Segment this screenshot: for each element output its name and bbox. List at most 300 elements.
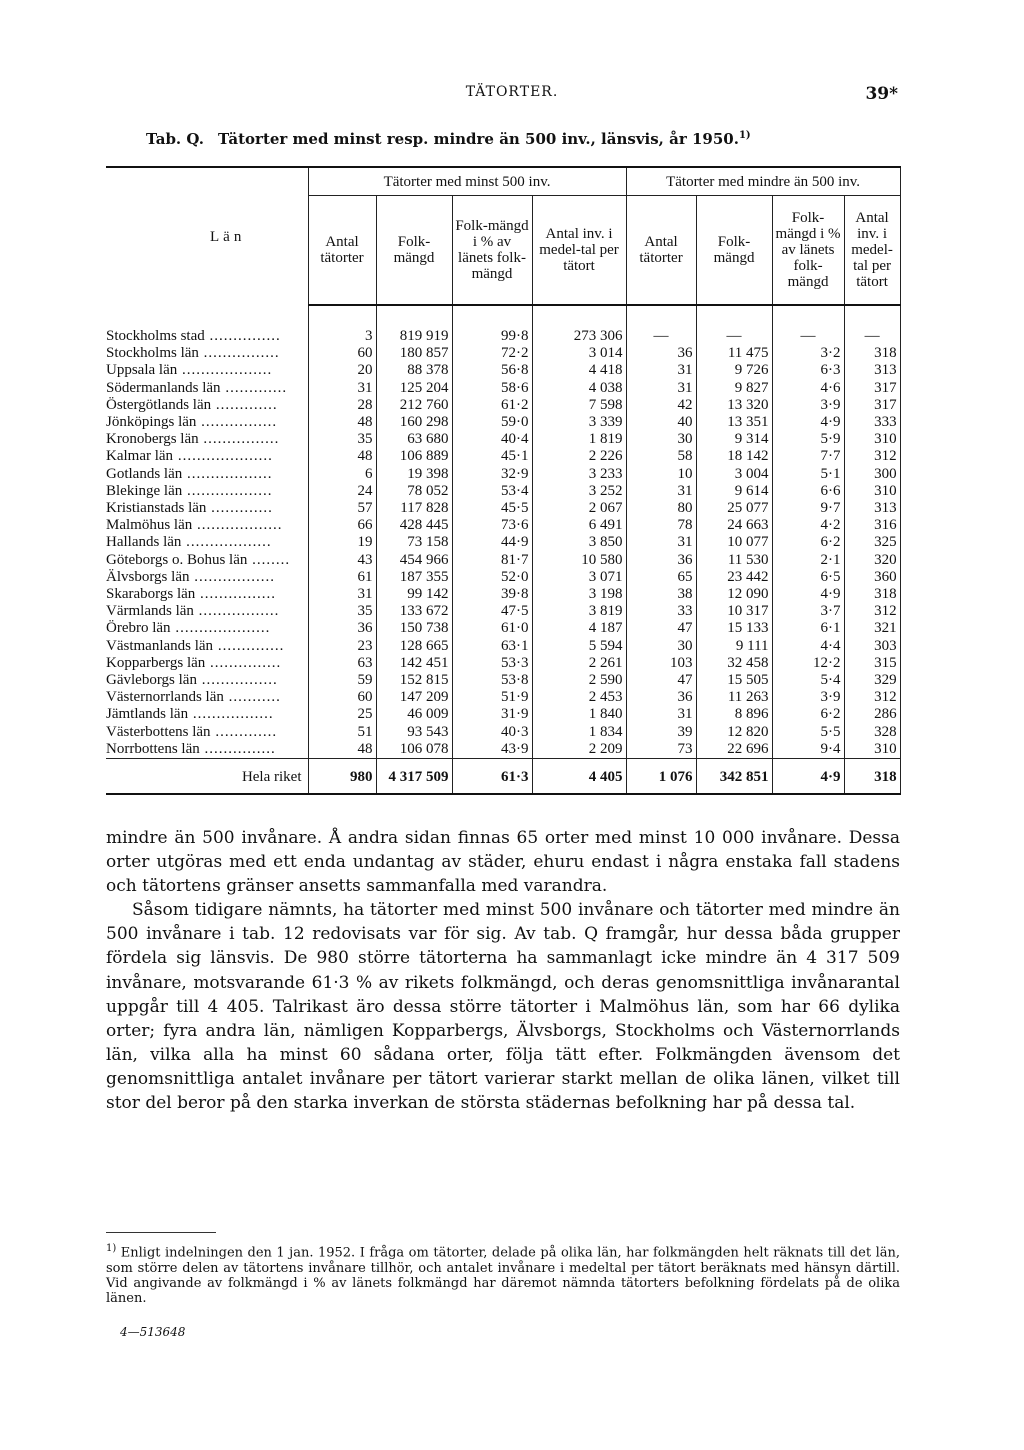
value-cell: — xyxy=(696,305,772,345)
table-row xyxy=(106,483,900,500)
county-name-cell: Värmlands län ................. xyxy=(106,603,308,620)
table-row xyxy=(106,362,900,379)
value-cell: 310 xyxy=(844,741,900,759)
value-cell: 46 009 xyxy=(376,706,452,723)
table-label: Tab. Q. xyxy=(146,130,204,148)
value-cell: 25 077 xyxy=(696,500,772,517)
value-cell: 31 xyxy=(308,380,376,397)
value-cell: 40 xyxy=(626,414,696,431)
value-cell: 63 xyxy=(308,655,376,672)
value-cell: 63 680 xyxy=(376,431,452,448)
column-header: Folk-mängd xyxy=(696,196,772,306)
dot-leader: ................ xyxy=(196,414,278,431)
value-cell: 61·3 xyxy=(452,759,532,795)
value-cell: 3·7 xyxy=(772,603,844,620)
value-cell: 48 xyxy=(308,448,376,465)
value-cell: 4·6 xyxy=(772,380,844,397)
value-cell: 4·9 xyxy=(772,759,844,795)
county-name-cell: Gotlands län .................. xyxy=(106,466,308,483)
dot-leader: ............. xyxy=(210,723,278,740)
footnote-mark: 1) xyxy=(106,1243,117,1254)
value-cell: 9 111 xyxy=(696,638,772,655)
value-cell: 3 xyxy=(308,305,376,345)
value-cell: 1 840 xyxy=(532,706,626,723)
table-row xyxy=(106,586,900,603)
value-cell: 32·9 xyxy=(452,466,532,483)
table-row xyxy=(106,345,900,362)
column-header: Folk-mängd xyxy=(376,196,452,306)
value-cell: 321 xyxy=(844,620,900,637)
county-name-cell: Jämtlands län ................. xyxy=(106,706,308,723)
value-cell: 152 815 xyxy=(376,672,452,689)
column-header: Antal inv. i medel-tal per tätort xyxy=(532,196,626,306)
value-cell: 15 505 xyxy=(696,672,772,689)
value-cell: 3 819 xyxy=(532,603,626,620)
value-cell: 133 672 xyxy=(376,603,452,620)
value-cell: 3·9 xyxy=(772,397,844,414)
county-name-cell: Södermanlands län ............. xyxy=(106,380,308,397)
value-cell: 81·7 xyxy=(452,552,532,569)
dot-leader: .................. xyxy=(182,465,273,482)
page-number: 39* xyxy=(865,84,898,104)
dot-leader: ........... xyxy=(223,689,281,706)
value-cell: 10 077 xyxy=(696,534,772,551)
dot-leader: ................ xyxy=(196,672,278,689)
table-row xyxy=(106,569,900,586)
table-row xyxy=(106,603,900,620)
value-cell: 31 xyxy=(626,706,696,723)
value-cell: 286 xyxy=(844,706,900,723)
table-row xyxy=(106,448,900,465)
value-cell: 454 966 xyxy=(376,552,452,569)
value-cell: 1 076 xyxy=(626,759,696,795)
county-name-cell: Norrbottens län ............... xyxy=(106,741,308,759)
value-cell: 88 378 xyxy=(376,362,452,379)
dot-leader: ................. xyxy=(189,568,275,585)
value-cell: 316 xyxy=(844,517,900,534)
value-cell: 24 xyxy=(308,483,376,500)
value-cell: 3 339 xyxy=(532,414,626,431)
value-cell: 147 209 xyxy=(376,689,452,706)
value-cell: 43·9 xyxy=(452,741,532,759)
value-cell: — xyxy=(844,305,900,345)
value-cell: 35 xyxy=(308,603,376,620)
value-cell: 93 543 xyxy=(376,724,452,741)
value-cell: 42 xyxy=(626,397,696,414)
value-cell: 360 xyxy=(844,569,900,586)
value-cell: 44·9 xyxy=(452,534,532,551)
column-header: Folk-mängd i % av länets folk-mängd xyxy=(772,196,844,306)
county-name-cell: Älvsborgs län ................. xyxy=(106,569,308,586)
value-cell: 18 142 xyxy=(696,448,772,465)
value-cell: 6·2 xyxy=(772,706,844,723)
value-cell: 61 xyxy=(308,569,376,586)
value-cell: 43 xyxy=(308,552,376,569)
value-cell: 1 819 xyxy=(532,431,626,448)
value-cell: 273 306 xyxy=(532,305,626,345)
value-cell: 48 xyxy=(308,414,376,431)
value-cell: 36 xyxy=(626,552,696,569)
value-cell: 125 204 xyxy=(376,380,452,397)
column-header: Antal tätorter xyxy=(308,196,376,306)
value-cell: 25 xyxy=(308,706,376,723)
value-cell: 11 475 xyxy=(696,345,772,362)
value-cell: 5·4 xyxy=(772,672,844,689)
value-cell: 78 052 xyxy=(376,483,452,500)
value-cell: 6·1 xyxy=(772,620,844,637)
value-cell: 312 xyxy=(844,689,900,706)
value-cell: 73 xyxy=(626,741,696,759)
county-name-cell: Hallands län .................. xyxy=(106,534,308,551)
county-name-cell: Västmanlands län .............. xyxy=(106,638,308,655)
value-cell: 4 405 xyxy=(532,759,626,795)
value-cell: 36 xyxy=(308,620,376,637)
dot-leader: .................. xyxy=(181,534,272,551)
value-cell: 31 xyxy=(626,483,696,500)
table-row xyxy=(106,534,900,551)
value-cell: 31 xyxy=(626,362,696,379)
value-cell: 39 xyxy=(626,724,696,741)
value-cell: 19 xyxy=(308,534,376,551)
value-cell: 4·4 xyxy=(772,638,844,655)
value-cell: 9 314 xyxy=(696,431,772,448)
county-name-cell: Stockholms län ................ xyxy=(106,345,308,362)
table-title: Tätorter med minst resp. mindre än 500 inv., länsvis, år 1950. xyxy=(217,130,739,148)
county-name-cell: Västerbottens län ............. xyxy=(106,724,308,741)
value-cell: 3 252 xyxy=(532,483,626,500)
value-cell: 31·9 xyxy=(452,706,532,723)
county-name-cell: Kristianstads län ............. xyxy=(106,500,308,517)
dot-leader: ............... xyxy=(204,327,281,344)
value-cell: 20 xyxy=(308,362,376,379)
dot-leader: ............... xyxy=(205,654,282,671)
value-cell: 2 226 xyxy=(532,448,626,465)
value-cell: 428 445 xyxy=(376,517,452,534)
county-name-cell: Kopparbergs län ............... xyxy=(106,655,308,672)
value-cell: 106 889 xyxy=(376,448,452,465)
county-name-cell: Västernorrlands län ........... xyxy=(106,689,308,706)
value-cell: 9·7 xyxy=(772,500,844,517)
value-cell: 31 xyxy=(308,586,376,603)
value-cell: 53·3 xyxy=(452,655,532,672)
table-row xyxy=(106,380,900,397)
dot-leader: ................... xyxy=(177,362,273,379)
value-cell: 59·0 xyxy=(452,414,532,431)
value-cell: 6·6 xyxy=(772,483,844,500)
table-row xyxy=(106,672,900,689)
value-cell: 128 665 xyxy=(376,638,452,655)
value-cell: 300 xyxy=(844,466,900,483)
dot-leader: ................. xyxy=(193,603,280,620)
value-cell: 78 xyxy=(626,517,696,534)
value-cell: 160 298 xyxy=(376,414,452,431)
value-cell: 117 828 xyxy=(376,500,452,517)
value-cell: 30 xyxy=(626,431,696,448)
value-cell: 4·9 xyxy=(772,414,844,431)
county-name-cell: Hela riket xyxy=(106,759,308,795)
value-cell: 315 xyxy=(844,655,900,672)
value-cell: 187 355 xyxy=(376,569,452,586)
county-name-cell: Kalmar län .................... xyxy=(106,448,308,465)
value-cell: 3 004 xyxy=(696,466,772,483)
value-cell: 11 530 xyxy=(696,552,772,569)
value-cell: 35 xyxy=(308,431,376,448)
value-cell: 47 xyxy=(626,620,696,637)
dot-leader: .................... xyxy=(170,620,271,637)
value-cell: 12 820 xyxy=(696,724,772,741)
value-cell: 13 351 xyxy=(696,414,772,431)
county-name-cell: Malmöhus län .................. xyxy=(106,517,308,534)
value-cell: 53·8 xyxy=(452,672,532,689)
value-cell: 4 187 xyxy=(532,620,626,637)
county-name-cell: Blekinge län .................. xyxy=(106,483,308,500)
county-name-cell: Skaraborgs län ................ xyxy=(106,586,308,603)
value-cell: 47·5 xyxy=(452,603,532,620)
value-cell: 106 078 xyxy=(376,741,452,759)
value-cell: 3 071 xyxy=(532,569,626,586)
value-cell: 2·1 xyxy=(772,552,844,569)
value-cell: 312 xyxy=(844,603,900,620)
value-cell: 38 xyxy=(626,586,696,603)
table-row xyxy=(106,552,900,569)
value-cell: 45·5 xyxy=(452,500,532,517)
value-cell: 57 xyxy=(308,500,376,517)
value-cell: 317 xyxy=(844,397,900,414)
body-text xyxy=(106,826,900,1115)
footnote xyxy=(106,1241,900,1306)
value-cell: 318 xyxy=(844,586,900,603)
value-cell: 32 458 xyxy=(696,655,772,672)
footnote-text: Enligt indelningen den 1 jan. 1952. I fråga om tätorter, delade på olika län, har folkmängden helt räknats till det län, som större delen av tätortens invånare tillhör, och antalet invånare i medeltal per tätort beräknats med hänsyn därtill. Vid angivande av folkmängd i % av länets folkmängd har däremot nämnda tätorters befolkning fördelats på de olika länen. xyxy=(106,1245,900,1306)
table-row xyxy=(106,517,900,534)
value-cell: 5·1 xyxy=(772,466,844,483)
value-cell: 1 834 xyxy=(532,724,626,741)
group-header-under500: Tätorter med mindre än 500 inv. xyxy=(626,167,900,196)
value-cell: 9 614 xyxy=(696,483,772,500)
table-body xyxy=(106,305,900,794)
value-cell: 7 598 xyxy=(532,397,626,414)
value-cell: 3 014 xyxy=(532,345,626,362)
value-cell: 65 xyxy=(626,569,696,586)
value-cell: 63·1 xyxy=(452,638,532,655)
value-cell: 2 590 xyxy=(532,672,626,689)
dot-leader: ................ xyxy=(195,586,277,603)
table-row xyxy=(106,638,900,655)
value-cell: 24 663 xyxy=(696,517,772,534)
table-row xyxy=(106,414,900,431)
dot-leader: ........ xyxy=(247,551,291,568)
value-cell: 47 xyxy=(626,672,696,689)
value-cell: 2 261 xyxy=(532,655,626,672)
value-cell: 51·9 xyxy=(452,689,532,706)
dot-leader: ................ xyxy=(198,431,280,448)
value-cell: 13 320 xyxy=(696,397,772,414)
value-cell: 313 xyxy=(844,500,900,517)
value-cell: 6 xyxy=(308,466,376,483)
column-header: Folk-mängd i % av länets folk-mängd xyxy=(452,196,532,306)
column-header: Antal inv. i medel-tal per tätort xyxy=(844,196,900,306)
value-cell: 342 851 xyxy=(696,759,772,795)
table-row xyxy=(106,655,900,672)
dot-leader: .................. xyxy=(182,482,273,499)
value-cell: 318 xyxy=(844,345,900,362)
value-cell: 28 xyxy=(308,397,376,414)
value-cell: 310 xyxy=(844,431,900,448)
value-cell: 7·7 xyxy=(772,448,844,465)
dot-leader: ................. xyxy=(188,706,274,723)
table-row xyxy=(106,741,900,759)
value-cell: 142 451 xyxy=(376,655,452,672)
value-cell: 22 696 xyxy=(696,741,772,759)
value-cell: 99 142 xyxy=(376,586,452,603)
county-name-cell: Örebro län .................... xyxy=(106,620,308,637)
value-cell: 11 263 xyxy=(696,689,772,706)
value-cell: 66 xyxy=(308,517,376,534)
value-cell: 12 090 xyxy=(696,586,772,603)
table-row xyxy=(106,431,900,448)
value-cell: 150 738 xyxy=(376,620,452,637)
running-head: TÄTORTER. xyxy=(465,84,559,100)
value-cell: 4·2 xyxy=(772,517,844,534)
value-cell: 73 158 xyxy=(376,534,452,551)
value-cell: 58 xyxy=(626,448,696,465)
value-cell: 73·6 xyxy=(452,517,532,534)
value-cell: 9 827 xyxy=(696,380,772,397)
table-caption xyxy=(146,130,906,148)
county-name-cell: Jönköpings län ................ xyxy=(106,414,308,431)
value-cell: 52·0 xyxy=(452,569,532,586)
value-cell: 48 xyxy=(308,741,376,759)
table-row xyxy=(106,706,900,723)
value-cell: 303 xyxy=(844,638,900,655)
value-cell: 80 xyxy=(626,500,696,517)
table-row xyxy=(106,397,900,414)
value-cell: 2 453 xyxy=(532,689,626,706)
dot-leader: ............. xyxy=(211,396,278,413)
table-total-row xyxy=(106,759,900,795)
table-row xyxy=(106,305,900,345)
value-cell: 313 xyxy=(844,362,900,379)
value-cell: 5·9 xyxy=(772,431,844,448)
table-row xyxy=(106,689,900,706)
county-name-cell: Gävleborgs län ................ xyxy=(106,672,308,689)
value-cell: 4·9 xyxy=(772,586,844,603)
value-cell: 6 491 xyxy=(532,517,626,534)
value-cell: 317 xyxy=(844,380,900,397)
value-cell: 31 xyxy=(626,534,696,551)
value-cell: 5 594 xyxy=(532,638,626,655)
value-cell: 61·2 xyxy=(452,397,532,414)
body-paragraph: Såsom tidigare nämnts, ha tätorter med minst 500 invånare och tätorter med mindre än 500 invånare i tab. 12 redovisats var för sig. Av tab. Q framgår, hur dessa båda grupper fördela sig länsvis. De 980 större tätorterna ha sammanlagt icke mindre än 4 317 509 invånare, motsvarande 61·3 % av rikets folkmängd, och deras genomsnittliga invånarantal uppgår till 4 405. Talrikast äro dessa större tätorter i Malmöhus län, som har 66 dylika orter; fyra andra län, nämligen Kopparbergs, Älvsborgs, Stockholms och Västernorrlands län, vilka alla ha minst 60 sådana orter, följa tätt efter. Folkmängden ävensom det genomsnittliga antalet invånare per tätort varierar starkt mellan de olika länen, vilket till stor del beror på den starka inverkan de största städernas befolkning har på dessa tal. xyxy=(106,900,900,1114)
value-cell: 40·4 xyxy=(452,431,532,448)
value-cell: 19 398 xyxy=(376,466,452,483)
value-cell: 333 xyxy=(844,414,900,431)
value-cell: 23 xyxy=(308,638,376,655)
value-cell: 6·5 xyxy=(772,569,844,586)
value-cell: 980 xyxy=(308,759,376,795)
value-cell: 318 xyxy=(844,759,900,795)
table-row xyxy=(106,500,900,517)
value-cell: 15 133 xyxy=(696,620,772,637)
value-cell: 58·6 xyxy=(452,380,532,397)
value-cell: 10 xyxy=(626,466,696,483)
county-name-cell: Göteborgs o. Bohus län ........ xyxy=(106,552,308,569)
value-cell: 3 198 xyxy=(532,586,626,603)
value-cell: 4 038 xyxy=(532,380,626,397)
value-cell: — xyxy=(772,305,844,345)
value-cell: 4 317 509 xyxy=(376,759,452,795)
value-cell: 4 418 xyxy=(532,362,626,379)
county-name-cell: Uppsala län ................... xyxy=(106,362,308,379)
value-cell: 3·2 xyxy=(772,345,844,362)
county-name-cell: Östergötlands län ............. xyxy=(106,397,308,414)
value-cell: — xyxy=(626,305,696,345)
value-cell: 212 760 xyxy=(376,397,452,414)
value-cell: 99·8 xyxy=(452,305,532,345)
value-cell: 33 xyxy=(626,603,696,620)
value-cell: 30 xyxy=(626,638,696,655)
value-cell: 180 857 xyxy=(376,345,452,362)
value-cell: 39·8 xyxy=(452,586,532,603)
value-cell: 3 233 xyxy=(532,466,626,483)
value-cell: 320 xyxy=(844,552,900,569)
value-cell: 10 580 xyxy=(532,552,626,569)
value-cell: 329 xyxy=(844,672,900,689)
value-cell: 8 896 xyxy=(696,706,772,723)
value-cell: 2 209 xyxy=(532,741,626,759)
value-cell: 325 xyxy=(844,534,900,551)
caption-footnote-ref: 1) xyxy=(738,130,751,141)
table-row xyxy=(106,724,900,741)
footnote-rule xyxy=(106,1232,216,1233)
value-cell: 310 xyxy=(844,483,900,500)
value-cell: 60 xyxy=(308,345,376,362)
value-cell: 61·0 xyxy=(452,620,532,637)
value-cell: 40·3 xyxy=(452,724,532,741)
value-cell: 6·3 xyxy=(772,362,844,379)
value-cell: 59 xyxy=(308,672,376,689)
value-cell: 312 xyxy=(844,448,900,465)
value-cell: 3 850 xyxy=(532,534,626,551)
value-cell: 12·2 xyxy=(772,655,844,672)
body-paragraph: mindre än 500 invånare. Å andra sidan finnas 65 orter med minst 10 000 invånare. Dessa orter utgöras med ett enda undantag av städer, ehuru endast i några enstaka fall stadens och tätortens gränser ansetts sammanfalla med varandra. xyxy=(106,828,900,897)
dot-leader: ............. xyxy=(206,500,273,517)
value-cell: 53·4 xyxy=(452,483,532,500)
value-cell: 45·1 xyxy=(452,448,532,465)
column-header: Antal tätorter xyxy=(626,196,696,306)
value-cell: 328 xyxy=(844,724,900,741)
print-code: 4—513648 xyxy=(120,1325,186,1339)
table-row xyxy=(106,620,900,637)
value-cell: 51 xyxy=(308,724,376,741)
value-cell: 6·2 xyxy=(772,534,844,551)
dot-leader: .............. xyxy=(213,637,285,654)
county-table xyxy=(106,166,901,795)
value-cell: 819 919 xyxy=(376,305,452,345)
dot-leader: ............. xyxy=(220,379,288,396)
dot-leader: .................... xyxy=(173,448,273,465)
group-header-min500: Tätorter med minst 500 inv. xyxy=(308,167,626,196)
value-cell: 9 726 xyxy=(696,362,772,379)
county-name-cell: Kronobergs län ................ xyxy=(106,431,308,448)
value-cell: 31 xyxy=(626,380,696,397)
value-cell: 5·5 xyxy=(772,724,844,741)
value-cell: 2 067 xyxy=(532,500,626,517)
table-row xyxy=(106,466,900,483)
value-cell: 36 xyxy=(626,345,696,362)
value-cell: 103 xyxy=(626,655,696,672)
value-cell: 3·9 xyxy=(772,689,844,706)
